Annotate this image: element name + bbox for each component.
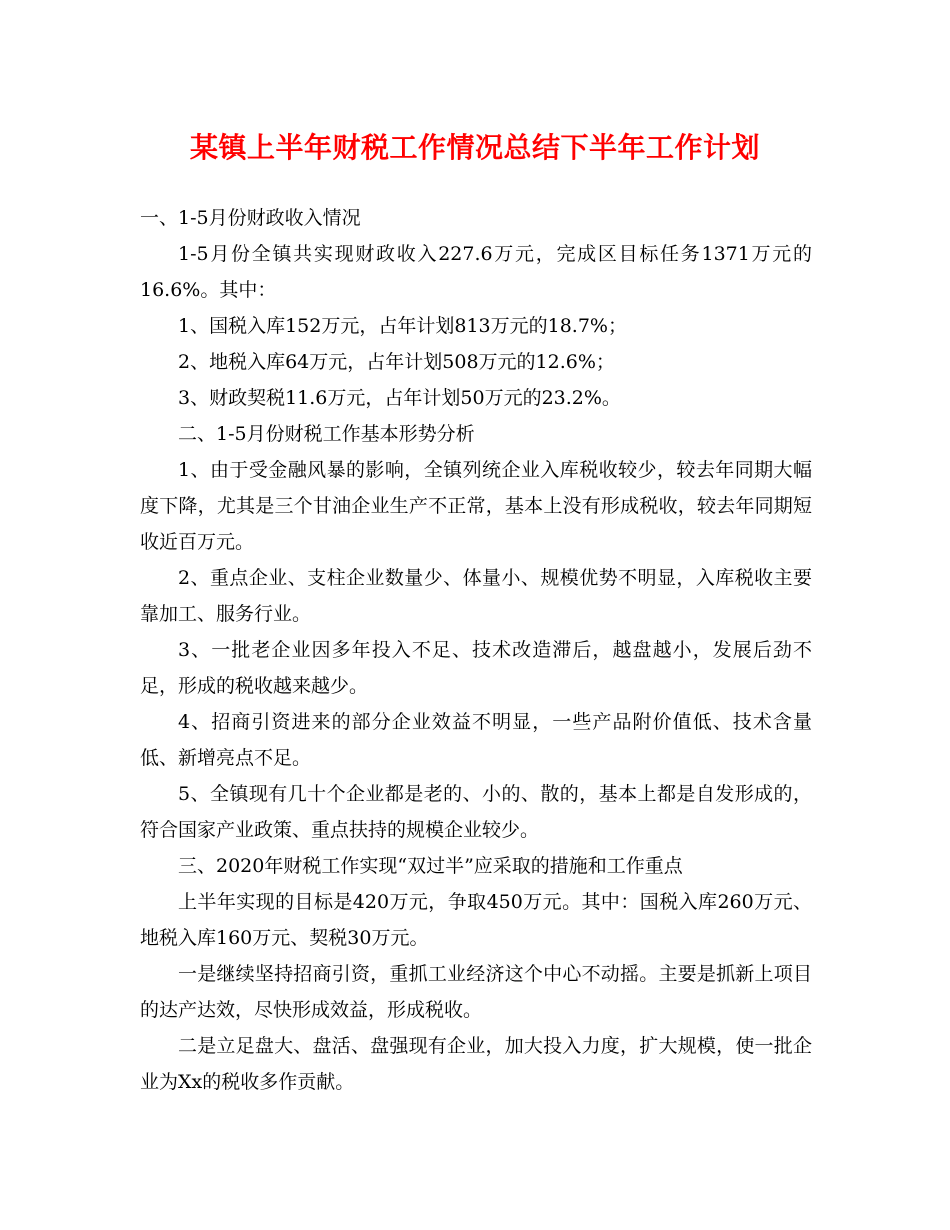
paragraph: 一是继续坚持招商引资，重抓工业经济这个中心不动摇。主要是抓新上项目的达产达效，尽快形成效益，形成税收。 [140, 963, 812, 1021]
paragraph: 2、重点企业、支柱企业数量少、体量小、规模优势不明显，入库税收主要靠加工、服务行业。 [140, 567, 812, 625]
paragraph: 1-5月份全镇共实现财政收入227.6万元，完成区目标任务1371万元的16.6%。其中： [140, 243, 812, 301]
paragraph: 5、全镇现有几十个企业都是老的、小的、散的，基本上都是自发形成的，符合国家产业政策、重点扶持的规模企业较少。 [140, 783, 812, 841]
paragraph: 3、财政契税11.6万元，占年计划50万元的23.2%。 [178, 387, 621, 409]
paragraph: 二、1-5月份财税工作基本形势分析 [178, 423, 475, 445]
paragraph: 三、2020年财税工作实现“双过半”应采取的措施和工作重点 [178, 855, 683, 877]
paragraph: 一、1-5月份财政收入情况 [140, 207, 361, 229]
paragraph: 1、国税入库152万元，占年计划813万元的18.7%； [178, 315, 627, 337]
paragraph: 2、地税入库64万元，占年计划508万元的12.6%； [178, 351, 615, 373]
paragraph: 上半年实现的目标是420万元，争取450万元。其中：国税入库260万元、地税入库160万元、契税30万元。 [140, 891, 812, 949]
paragraph: 4、招商引资进来的部分企业效益不明显，一些产品附价值低、技术含量低、新增亮点不足。 [140, 711, 812, 769]
document-title: 某镇上半年财税工作情况总结下半年工作计划 [189, 131, 760, 164]
paragraph: 二是立足盘大、盘活、盘强现有企业，加大投入力度，扩大规模，使一批企业为Xx的税收多作贡献。 [140, 1035, 812, 1093]
paragraph: 3、一批老企业因多年投入不足、技术改造滞后，越盘越小，发展后劲不足，形成的税收越来越少。 [140, 639, 812, 697]
paragraph: 1、由于受金融风暴的影响，全镇列统企业入库税收较少，较去年同期大幅度下降，尤其是三个甘油企业生产不正常，基本上没有形成税收，较去年同期短收近百万元。 [140, 459, 812, 553]
document-body [140, 200, 812, 1100]
